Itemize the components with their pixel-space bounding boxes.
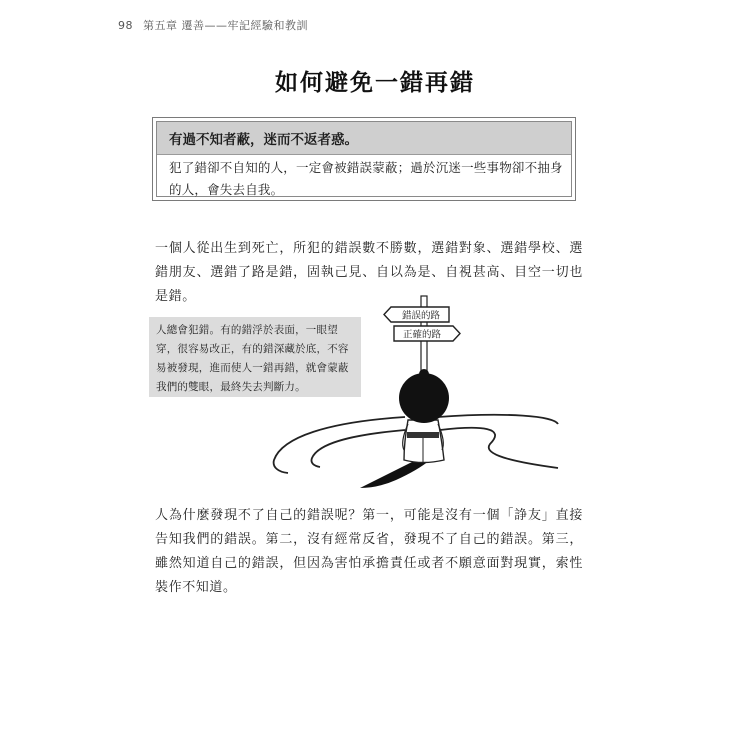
paragraph-1: 一個人從出生到死亡，所犯的錯誤數不勝數，選錯對象、選錯學校、選錯朋友、選錯了路是錯，固執己見、自以為是、自視甚高、目空一切也是錯。 <box>155 241 583 304</box>
crossroads-illustration <box>268 292 568 496</box>
quote-heading: 有過不知者蔽，迷而不返者惑。 <box>157 122 571 155</box>
figure-belt <box>407 432 439 438</box>
quote-box-inner <box>156 121 572 197</box>
sign-top-label: 錯誤的路 <box>402 310 441 322</box>
section-title: 如何避免一錯再錯 <box>275 70 475 96</box>
right-road-inner <box>440 428 558 468</box>
right-road-outer <box>438 415 558 424</box>
crossroads-drawing <box>268 292 568 492</box>
left-road-inner <box>311 430 405 467</box>
page-number: 98 <box>118 19 133 32</box>
figure-robe <box>404 420 444 463</box>
paragraph-2: 人為什麼發現不了自己的錯誤呢？第一，可能是沒有一個「諍友」直接告知我們的錯誤。第二，沒有經常反省，發現不了自己的錯誤。第三，雖然知道自己的錯誤，但因為害怕承擔責任或者不願意面對現實，索性裝作不知道。 <box>155 508 583 595</box>
side-note: 人總會犯錯。有的錯浮於表面，一眼望穿，很容易改正，有的錯深藏於底，不容易被發現，進而使人一錯再錯，就會蒙蔽我們的雙眼，最終失去判斷力。 <box>149 317 361 397</box>
sign-bottom-label: 正確的路 <box>403 329 442 341</box>
figure-hair-bun <box>419 369 429 379</box>
running-title: 第五章 遷善——牢記經驗和教訓 <box>143 19 308 32</box>
left-road-outer <box>274 417 405 473</box>
running-header <box>118 17 308 33</box>
figure-head <box>399 373 449 423</box>
figure-shadow <box>360 460 430 488</box>
quote-box <box>152 117 576 201</box>
quote-body: 犯了錯卻不自知的人，一定會被錯誤蒙蔽；過於沉迷一些事物卻不抽身的人，會失去自我。 <box>169 160 563 197</box>
